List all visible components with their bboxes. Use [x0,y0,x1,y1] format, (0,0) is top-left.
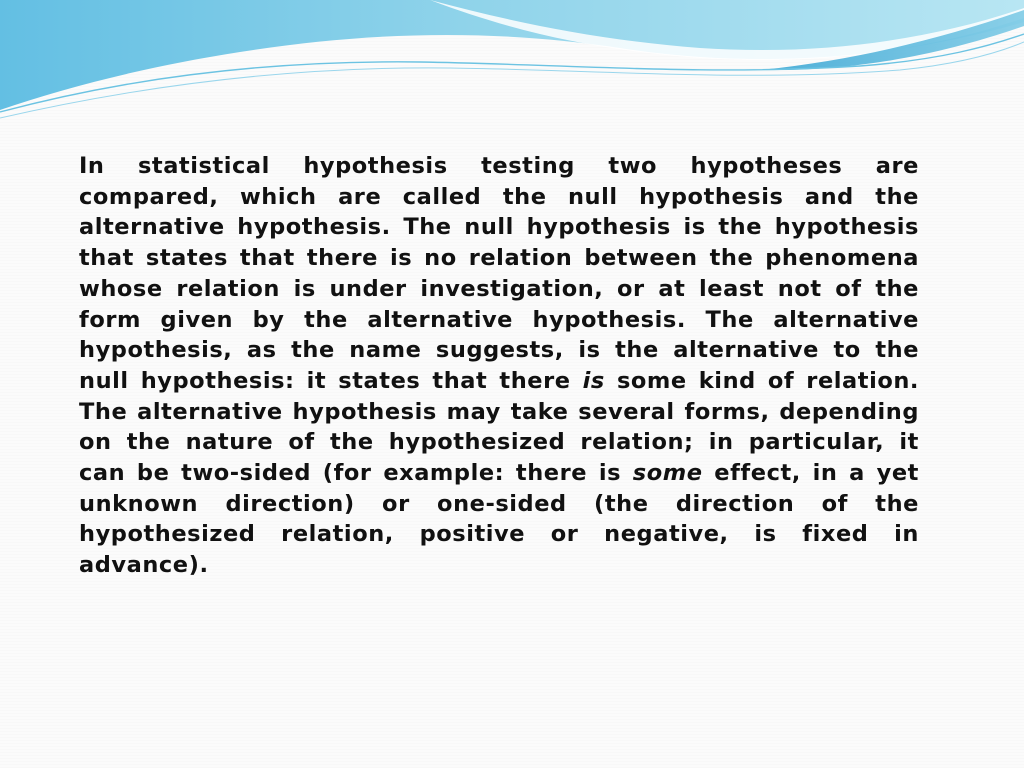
header-wave-decoration [0,0,1024,120]
body-paragraph [79,151,919,581]
emphasis-some: some [632,460,703,487]
emphasis-is: is [582,367,605,394]
paragraph-text-part-3: effect, in a yet unknown direction) or one-sided (the direction of the hypothesized relation, positive or negative, is fixed in advance). [79,460,919,579]
paragraph-text-part-2: some kind of relation. The alternative hypothesis may take several forms, depending on the nature of the hypothesized relation; in particular, it can be two-sided (for example: there is [79,367,920,487]
paragraph-text-part-1: In statistical hypothesis testing two hypotheses are compared, which are called the null hypothesis and the alternative hypothesis. The null hypothesis is the hypothesis that states that there is no relation between the phenomena whose relation is under investigation, or at least not of the form given by the alternative hypothesis. The alternative hypothesis, as the name suggests, is the alternative to the null hypothesis: it states that there [79,153,919,394]
